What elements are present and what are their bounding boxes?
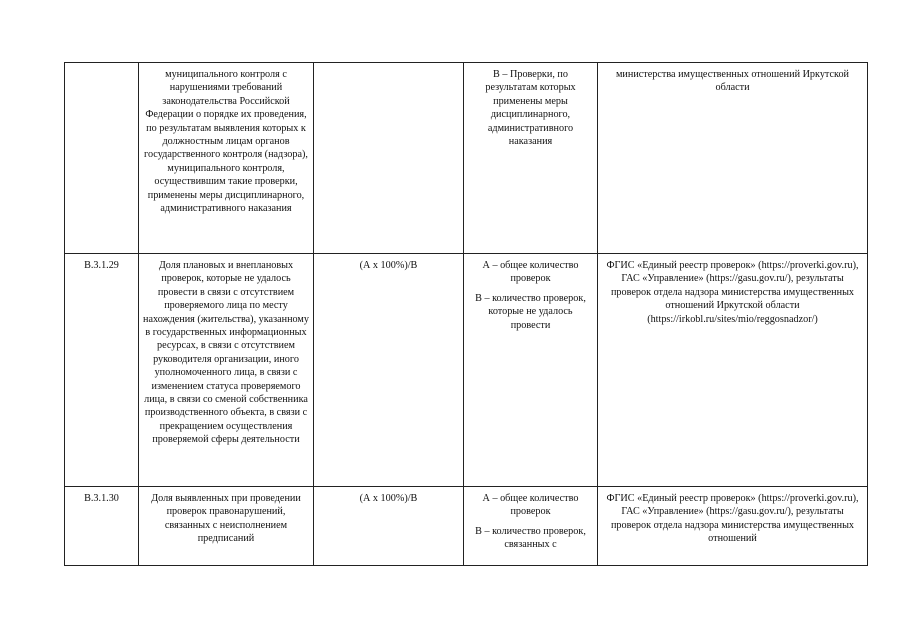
variable-definition: В – количество проверок, которые не удалось провести — [475, 292, 586, 331]
variable-definition: А – общее количество проверок — [482, 493, 579, 518]
table-row — [65, 487, 868, 566]
variable-definition: А – общее количество проверок — [482, 260, 579, 285]
indicator-source: министерства имущественных отношений Иркутской области — [598, 63, 868, 254]
indicator-variables — [464, 254, 598, 487]
indicator-variables — [464, 487, 598, 566]
indicator-source: ФГИС «Единый реестр проверок» (https://proverki.gov.ru), ГАС «Управление» (https://gasu.gov.ru/), результаты проверок отдела надзора министерства имущественных отношений Иркутской области (https://irkobl.ru/sites/mio/reggosnadzor/) — [598, 254, 868, 487]
indicator-code — [65, 63, 139, 254]
table-row — [65, 254, 868, 487]
indicator-name: Доля выявленных при проведении проверок правонарушений, связанных с неисполнением предписаний — [139, 487, 314, 566]
variable-definition: В – Проверки, по результатам которых применены меры дисциплинарного, административного наказания — [485, 69, 576, 148]
indicator-variables — [464, 63, 598, 254]
indicator-formula: (А x 100%)/В — [314, 487, 464, 566]
indicator-name: муниципального контроля с нарушениями требований законодательства Российской Федерации о порядке их проведения, по результатам выявления которых к должностным лицам органов государственного контроля (надзора), муниципального контроля, осуществившим такие проверки, применены меры дисциплинарного, административного наказания — [139, 63, 314, 254]
indicator-code: В.3.1.30 — [65, 487, 139, 566]
indicator-formula: (А x 100%)/В — [314, 254, 464, 487]
table-row — [65, 63, 868, 254]
indicator-source: ФГИС «Единый реестр проверок» (https://proverki.gov.ru), ГАС «Управление» (https://gasu.gov.ru/), результаты проверок отдела надзора министерства имущественных отношений — [598, 487, 868, 566]
variable-definition: В – количество проверок, связанных с — [475, 525, 586, 551]
indicator-formula — [314, 63, 464, 254]
indicator-code: В.3.1.29 — [65, 254, 139, 487]
indicators-table — [64, 62, 868, 566]
indicator-name: Доля плановых и внеплановых проверок, которые не удалось провести в связи с отсутствием проверяемого лица по месту нахождения (жительства), указанному в государственных информационных ресурсах, в связи с отсутствием руководителя организации, иного уполномоченного лица, в связи с изменением статуса проверяемого лица, в связи со сменой собственника производственного объекта, в связи с прекращением осуществления проверяемой сферы деятельности — [139, 254, 314, 487]
